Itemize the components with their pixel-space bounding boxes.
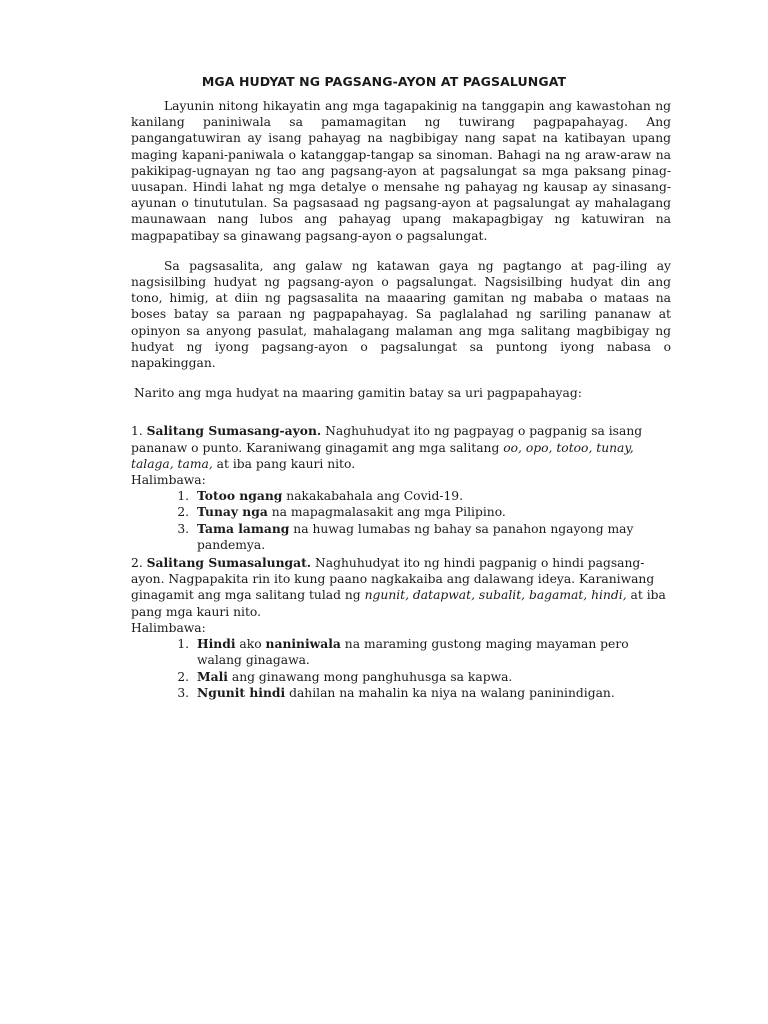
example-bold: Ngunit hindi	[197, 684, 286, 700]
section-2-heading: Salitang Sumasalungat.	[146, 555, 312, 571]
example-text: na maraming gustong maging mayaman pero walang ginagawa.	[197, 637, 629, 668]
example-bold-2: naniniwala	[265, 636, 341, 652]
example-text: nakakabahala ang Covid-19.	[286, 489, 464, 504]
document-title: MGA HUDYAT NG PAGSANG-AYON AT PAGSALUNGAT	[201, 74, 567, 89]
section-2-number: 2.	[131, 556, 143, 571]
document-body	[131, 98, 671, 703]
section-2-text-after: at iba pang mga kauri nito.	[131, 588, 666, 619]
section-1-text-before: Naghuhudyat ito ng pagpayag o pagpanig sa isang pananaw o punto. Karaniwang ginagamit ang mga salitang	[131, 424, 643, 455]
section-1-number: 1.	[131, 424, 143, 439]
example-item	[193, 669, 671, 685]
section-2-text	[131, 555, 671, 620]
section-sumasalungat	[131, 555, 671, 701]
example-bold: Tama lamang	[197, 520, 290, 536]
section-1-examples	[131, 488, 671, 553]
example-item	[193, 636, 671, 668]
example-item	[193, 521, 671, 553]
example-text: na huwag lumabas ng bahay sa panahon ngayong may pandemya.	[197, 521, 634, 552]
section-1-halimbawa-label: Halimbawa:	[131, 473, 206, 488]
paragraph-intro: Layunin nitong hikayatin ang mga tagapakinig na tanggapin ang kawastohan ng kanilang paniniwala sa pamamagitan ng tuwirang pagpapahayag. Ang pangangatuwiran ay isang pahayag na nagbibigay nang sapat na katibayan upang maging kapani-paniwala o katanggap-tangap sa sinoman. Bahagi na ng araw-araw na pakikipag-ugnayan ng tao ang pagsang-ayon at pagsalungat sa mga paksang pinag-uusapan. Hindi lahat ng mga detalye o mensahe ng pahayag ng kausap ay sinasang-ayunan o tinututulan. Sa pagsasaad ng pagsang-ayon at pagsalungat ay mahalagang maunawaan nang lubos ang pahayag upang makapagbigay ng katuwiran na magpapatibay sa ginawang pagsang-ayon o pagsalungat.	[131, 99, 671, 243]
example-item	[193, 504, 671, 520]
example-item	[193, 488, 671, 504]
example-middle: ako	[239, 637, 262, 652]
paragraph-list-intro: Narito ang mga hudyat na maaring gamitin batay sa uri pagpapahayag:	[134, 386, 582, 401]
example-text: ang ginawang mong panghuhusga sa kapwa.	[231, 669, 513, 684]
example-bold: Mali	[197, 668, 228, 684]
section-2-italic-words: ngunit, datapwat, subalit, bagamat, hindi,	[364, 588, 627, 603]
section-2-halimbawa-label: Halimbawa:	[131, 620, 206, 635]
example-bold: Tunay nga	[197, 504, 268, 520]
section-2-text-before: Naghuhudyat ito ng hindi pagpanig o hindi pagsang-ayon. Nagpapakita rin ito kung paano nagkakaiba ang dalawang ideya. Karaniwang ginagamit ang mga salitang tulad ng	[131, 556, 655, 603]
section-sumasang-ayon	[131, 423, 671, 553]
example-item	[193, 685, 671, 701]
paragraph-speaking-cues: Sa pagsasalita, ang galaw ng katawan gaya ng pagtango at pag-iling ay nagsisilbing hudyat ng pagsang-ayon o pagsalungat. Nagsisilbing hudyat din ang tono, himig, at diin ng pagsasalita na maaaring gamitan ng mababa o mataas na boses batay sa paraan ng pagpapahayag. Sa paglalahad ng sariling pananaw at opinyon sa anyong pasulat, mahalagang malaman ang mga salitang magbibigay ng hudyat ng iyong pagsang-ayon o pagsalungat sa puntong iyong nabasa o napakinggan.	[131, 258, 671, 371]
example-bold: Totoo ngang	[197, 488, 283, 504]
section-2-examples	[131, 636, 671, 701]
section-1-italic-words: oo, opo, totoo, tunay, talaga, tama,	[131, 440, 634, 471]
example-bold: Hindi	[197, 636, 236, 652]
section-1-text	[131, 423, 671, 472]
example-text: na mapagmalasakit ang mga Pilipino.	[271, 505, 506, 520]
example-text: dahilan na mahalin ka niya na walang paninindigan.	[289, 685, 615, 700]
section-1-heading: Salitang Sumasang-ayon.	[146, 423, 322, 439]
section-1-text-after: at iba pang kauri nito.	[216, 456, 356, 471]
